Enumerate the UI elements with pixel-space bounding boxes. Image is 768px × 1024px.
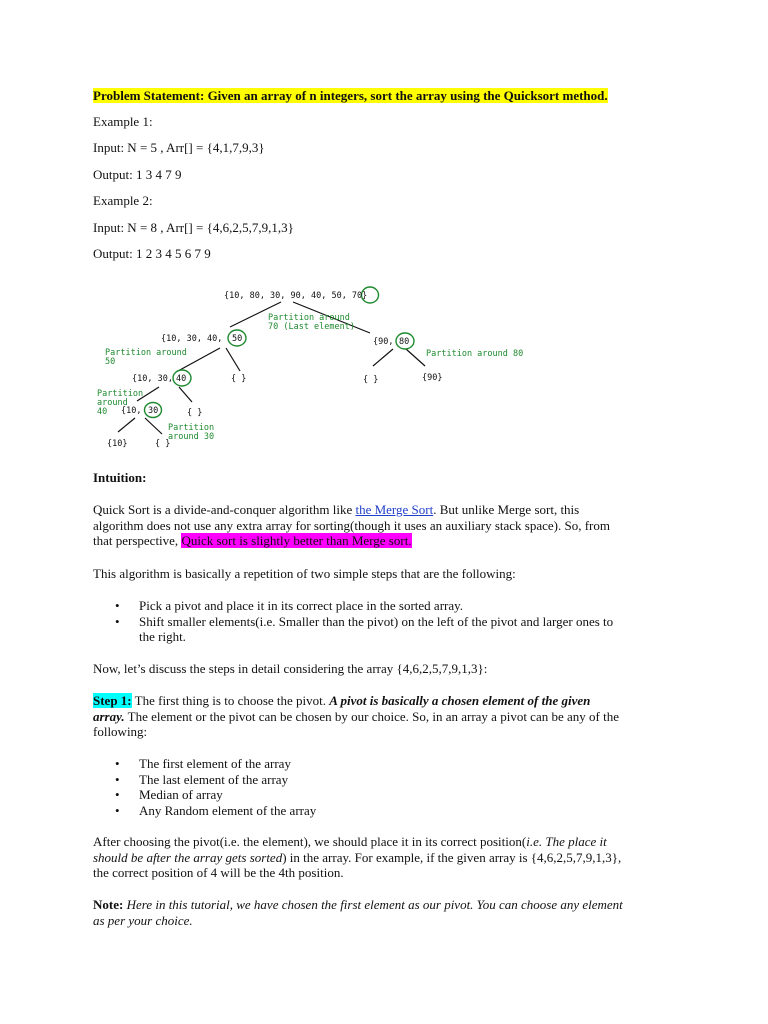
tree-edge xyxy=(145,418,162,434)
right-pivot-1: 80 xyxy=(399,337,410,347)
left-pivot-3: 30 xyxy=(148,406,159,416)
partition-label-30: around 30 xyxy=(168,432,215,442)
example2-output: Output: 1 2 3 4 5 6 7 9 xyxy=(93,246,211,261)
list-item: • Pick a pivot and place it in its correct place in the sorted array. xyxy=(115,598,464,613)
intuition-heading: Intuition: xyxy=(93,470,147,485)
steps-list xyxy=(93,598,683,645)
left-array-1: {10, 30, 40, xyxy=(161,334,223,344)
partition-label-40: around xyxy=(97,398,128,408)
example1-input: Input: N = 5 , Arr[] = {4,1,7,9,3} xyxy=(93,140,265,155)
partition-label-40: 40 xyxy=(97,407,108,417)
list-item: • Median of array xyxy=(115,787,223,802)
intuition-paragraph-1: Quick Sort is a divide-and-conquer algorithm like the Merge Sort. But unlike Merge sort, this algorithm does not use any extra array for sorting(though it uses an auxiliary stack space). So, from that perspective, Quick sort is slightly better than Merge sort. xyxy=(93,502,610,548)
after-pivot-paragraph: After choosing the pivot(i.e. the element), we should place it in its correct position(i.e. The place it should be after the array gets sorted) in the array. For example, if the given array is {4,6,2,5,7,9,1,3}, the correct position of 4 will be the 4th position. xyxy=(93,834,622,880)
problem-statement: Problem Statement: Given an array of n integers, sort the array using the Quicksort method. xyxy=(93,88,608,103)
root-array: {10, 80, 30, 90, 40, 50, 70} xyxy=(224,291,368,301)
note-paragraph: Note: Here in this tutorial, we have chosen the first element as our pivot. You can choose any element as per your choice. xyxy=(93,897,623,928)
highlighted-claim: Quick sort is slightly better than Merge sort. xyxy=(181,533,412,548)
right-array-2: {90} xyxy=(422,373,443,383)
leaf-array: {10} xyxy=(107,439,128,449)
left-pivot-2: 40 xyxy=(176,374,187,384)
partition-label-50: Partition around xyxy=(105,348,187,358)
list-item: • The last element of the array xyxy=(115,771,289,787)
intuition-paragraph-3: Now, let’s discuss the steps in detail considering the array {4,6,2,5,7,9,1,3}: xyxy=(93,661,488,676)
empty-array: { } xyxy=(187,408,203,418)
example1-output: Output: 1 3 4 7 9 xyxy=(93,167,182,182)
list-item: • Any Random element of the array xyxy=(115,802,317,818)
partition-label-70: Partition around xyxy=(268,313,350,323)
partition-label-40: Partition xyxy=(97,389,144,399)
example2-input: Input: N = 8 , Arr[] = {4,6,2,5,7,9,1,3} xyxy=(93,220,294,235)
example1-title: Example 1: xyxy=(93,114,153,129)
merge-sort-link[interactable]: the Merge Sort xyxy=(355,502,434,517)
empty-array: { } xyxy=(363,375,379,385)
pivot-choice-list xyxy=(93,756,683,818)
list-item: • The first element of the array xyxy=(115,756,291,771)
tree-edge xyxy=(406,349,425,366)
example2-title: Example 2: xyxy=(93,193,153,208)
partition-label-80: Partition around 80 xyxy=(426,349,524,359)
tree-edge xyxy=(226,348,240,371)
tree-edge xyxy=(179,387,192,402)
left-array-3: {10, xyxy=(121,406,142,416)
partition-label-50: 50 xyxy=(105,357,116,367)
empty-array: { } xyxy=(155,439,171,449)
empty-array: { } xyxy=(231,374,247,384)
right-array-1: {90, xyxy=(373,337,394,347)
tree-edge xyxy=(373,349,393,366)
partition-label-70: 70 (Last element) xyxy=(268,322,355,332)
left-pivot-1: 50 xyxy=(232,334,243,344)
step1-paragraph: Step 1: The first thing is to choose the pivot. A pivot is basically a chosen element of the given array. The element or the pivot can be chosen by our choice. So, in an array a pivot can be any of the following: xyxy=(93,693,619,739)
tree-edge xyxy=(118,418,135,432)
step1-label: Step 1: xyxy=(93,693,132,708)
left-array-2: {10, 30, xyxy=(132,374,173,384)
list-item: • Shift smaller elements(i.e. Smaller than the pivot) on the left of the pivot and larger ones to the right. xyxy=(115,613,614,644)
intuition-paragraph-2: This algorithm is basically a repetition of two simple steps that are the following: xyxy=(93,566,516,581)
partition-label-30: Partition xyxy=(168,423,215,433)
quicksort-partition-tree xyxy=(93,282,533,454)
